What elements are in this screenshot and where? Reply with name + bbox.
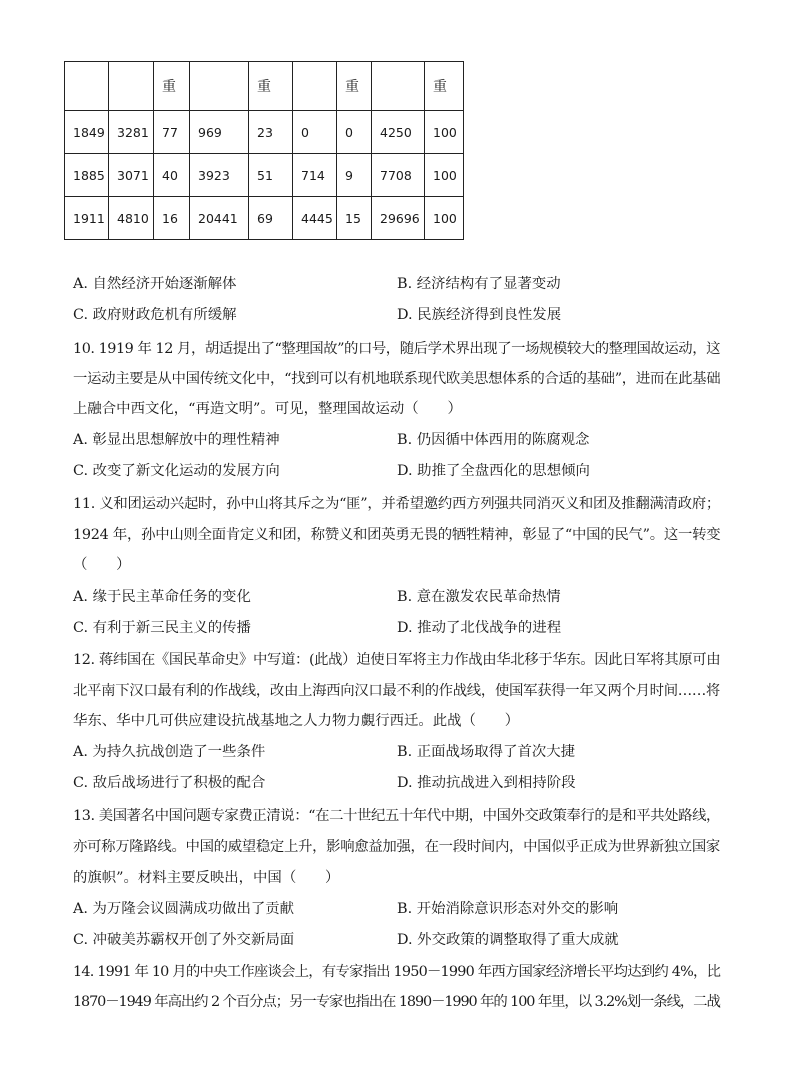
q12-option-c[interactable]: C. 敌后战场进行了积极的配合 bbox=[73, 775, 266, 791]
table-cell: 3923 bbox=[190, 154, 249, 197]
q9-option-a[interactable]: A. 自然经济开始逐渐解体 bbox=[73, 276, 237, 292]
table-row bbox=[65, 197, 464, 240]
table-cell: 1849 bbox=[65, 111, 109, 154]
table-row bbox=[65, 154, 464, 197]
table-header-cell bbox=[372, 62, 425, 111]
q14-stem-line: 1870－1949 年高出约 2 个百分点；另一专家也指出在 1890－1990 年的 100 年里，以 3.2%划一条线，二战 bbox=[73, 994, 720, 1010]
table-cell: 4445 bbox=[293, 197, 337, 240]
q13-stem-line: 的旗帜”。材料主要反映出，中国（ ） bbox=[73, 870, 340, 886]
q12-stem-line: 12. 蒋纬国在《国民革命史》中写道：(此战）迫使日军将主力作战由华北移于华东。因此日军将其原可由 bbox=[73, 652, 721, 668]
table-header-cell bbox=[190, 62, 249, 111]
table-cell: 100 bbox=[425, 154, 464, 197]
table-cell: 714 bbox=[293, 154, 337, 197]
q11-option-c[interactable]: C. 有利于新三民主义的传播 bbox=[73, 620, 251, 636]
table-cell: 7708 bbox=[372, 154, 425, 197]
q13-stem-line: 亦可称万隆路线。中国的威望稳定上升，影响愈益加强，在一段时间内，中国似乎正成为世界新独立国家 bbox=[73, 839, 720, 855]
q9-option-c[interactable]: C. 政府财政危机有所缓解 bbox=[73, 307, 237, 323]
table-header-cell bbox=[65, 62, 109, 111]
q9-option-b[interactable]: B. 经济结构有了显著变动 bbox=[397, 276, 561, 292]
table-header-cell bbox=[109, 62, 154, 111]
table-cell: 16 bbox=[154, 197, 190, 240]
q10-stem-line: 上融合中西文化，“再造文明”。可见，整理国故运动（ ） bbox=[73, 401, 462, 417]
table-cell: 40 bbox=[154, 154, 190, 197]
table-cell: 51 bbox=[249, 154, 293, 197]
table-cell: 4250 bbox=[372, 111, 425, 154]
table-cell: 100 bbox=[425, 111, 464, 154]
table-header-cell: 重 bbox=[337, 62, 372, 111]
q13-option-a[interactable]: A. 为万隆会议圆满成功做出了贡献 bbox=[73, 901, 295, 917]
table-cell: 29696 bbox=[372, 197, 425, 240]
table-header-cell: 重 bbox=[425, 62, 464, 111]
table-cell: 23 bbox=[249, 111, 293, 154]
table-cell: 1885 bbox=[65, 154, 109, 197]
table-cell: 20441 bbox=[190, 197, 249, 240]
q12-option-a[interactable]: A. 为持久抗战创造了一些条件 bbox=[73, 744, 266, 760]
table-cell: 3071 bbox=[109, 154, 154, 197]
q12-stem-line: 北平南下汉口最有利的作战线，改由上海西向汉口最不利的作战线，使国军获得一年又两个月时间……将 bbox=[73, 683, 720, 699]
q11-stem-line: 11. 义和团运动兴起时，孙中山将其斥之为“匪”，并希望邀约西方列强共同消灭义和团及推翻满清政府； bbox=[73, 496, 720, 512]
q12-stem-line: 华东、华中几可供应建设抗战基地之人力物力覷行西迁。此战（ ） bbox=[73, 713, 520, 729]
table-cell: 15 bbox=[337, 197, 372, 240]
table-cell: 1911 bbox=[65, 197, 109, 240]
q13-option-d[interactable]: D. 外交政策的调整取得了重大成就 bbox=[397, 932, 619, 948]
table-cell: 9 bbox=[337, 154, 372, 197]
table-cell: 3281 bbox=[109, 111, 154, 154]
table-cell: 4810 bbox=[109, 197, 154, 240]
table-cell: 0 bbox=[337, 111, 372, 154]
q9-option-d[interactable]: D. 民族经济得到良性发展 bbox=[397, 307, 562, 323]
q14-stem-line: 14. 1991 年 10 月的中央工作座谈会上，有专家指出 1950－1990 年西方国家经济增长平均达到约 4%，比 bbox=[73, 964, 721, 980]
q10-option-d[interactable]: D. 助推了全盘西化的思想倾向 bbox=[397, 463, 590, 479]
table-cell: 100 bbox=[425, 197, 464, 240]
q11-option-b[interactable]: B. 意在激发农民革命热情 bbox=[397, 589, 561, 605]
q10-option-c[interactable]: C. 改变了新文化运动的发展方向 bbox=[73, 463, 280, 479]
q10-option-b[interactable]: B. 仍因循中体西用的陈腐观念 bbox=[397, 432, 590, 448]
q10-stem-line: 10. 1919 年 12 月，胡适提出了“整理国故”的口号，随后学术界出现了一场规模较大的整理国故运动，这 bbox=[73, 341, 721, 357]
table-header-cell: 重 bbox=[249, 62, 293, 111]
q13-option-b[interactable]: B. 开始消除意识形态对外交的影响 bbox=[397, 901, 619, 917]
q11-stem-line: （ ） bbox=[73, 557, 131, 573]
q10-option-a[interactable]: A. 彰显出思想解放中的理性精神 bbox=[73, 432, 280, 448]
table-header-cell bbox=[293, 62, 337, 111]
q13-option-c[interactable]: C. 冲破美苏霸权开创了外交新局面 bbox=[73, 932, 295, 948]
table-cell: 69 bbox=[249, 197, 293, 240]
q10-stem-line: 一运动主要是从中国传统文化中，“找到可以有机地联系现代欧美思想体系的合适的基础”，进而在此基础 bbox=[73, 371, 721, 387]
data-table bbox=[64, 61, 464, 240]
q11-option-d[interactable]: D. 推动了北伐战争的进程 bbox=[397, 620, 562, 636]
table-cell: 0 bbox=[293, 111, 337, 154]
q13-stem-line: 13. 美国著名中国问题专家费正清说：“在二十世纪五十年代中期，中国外交政策奉行的是和平共处路线， bbox=[73, 808, 721, 824]
table-row bbox=[65, 111, 464, 154]
table-cell: 969 bbox=[190, 111, 249, 154]
table-cell: 77 bbox=[154, 111, 190, 154]
q11-stem-line: 1924 年，孙中山则全面肯定义和团，称赞义和团英勇无畏的牺牲精神，彰显了“中国的民气”。这一转变 bbox=[73, 527, 721, 543]
table-header-cell: 重 bbox=[154, 62, 190, 111]
table-header-row bbox=[65, 62, 464, 111]
q12-option-b[interactable]: B. 正面战场取得了首次大捷 bbox=[397, 744, 576, 760]
q11-option-a[interactable]: A. 缘于民主革命任务的变化 bbox=[73, 589, 251, 605]
q12-option-d[interactable]: D. 推动抗战进入到相持阶段 bbox=[397, 775, 576, 791]
